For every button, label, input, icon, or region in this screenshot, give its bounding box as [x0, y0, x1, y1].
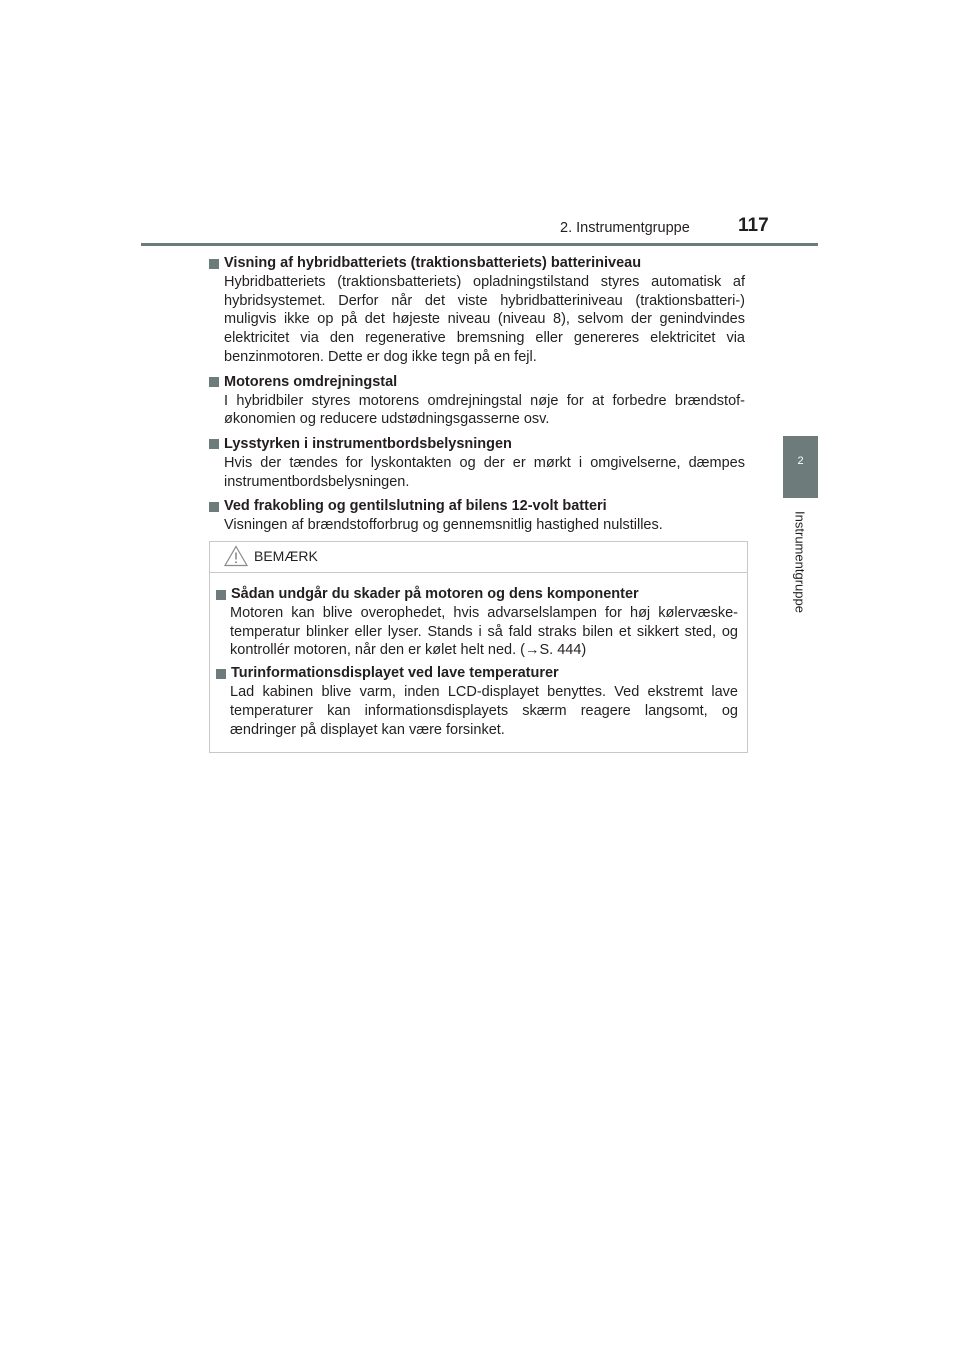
- square-bullet-icon: [209, 502, 219, 512]
- square-bullet-icon: [216, 590, 226, 600]
- notice-section-engine-damage: [216, 585, 738, 660]
- notice-section-low-temperature: [216, 664, 738, 739]
- section-body: I hybridbiler styres motorens omdrejningstal nøje for at forbedre brændstof-økonomien og reducere udstødningsgasserne osv.: [224, 392, 745, 428]
- notice-content: [210, 573, 747, 739]
- section-12v-battery: [209, 497, 745, 535]
- section-hybrid-battery: [209, 254, 745, 367]
- header-rule: [141, 243, 818, 246]
- square-bullet-icon: [209, 259, 219, 269]
- chapter-title: 2. Instrumentgruppe: [560, 220, 690, 236]
- side-tab-rule: [783, 495, 818, 498]
- section-body: Lad kabinen blive varm, inden LCD-displayet benyttes. Ved ekstremt lave temperaturer kan informationsdisplayets skærm reagere langsomt, og ændringer på displayet kan være forsinket.: [230, 684, 738, 738]
- square-bullet-icon: [209, 439, 219, 449]
- section-heading: Turinformationsdisplayet ved lave temperaturer: [231, 665, 559, 682]
- section-engine-rpm: [209, 373, 745, 429]
- notice-header: [210, 542, 747, 573]
- section-heading: Visning af hybridbatteriets (traktionsbatteriets) batteriniveau: [224, 255, 642, 271]
- section-body: Hybridbatteriets (traktionsbatteriets) opladningstilstand styres automatisk af hybridsystemet. Derfor når det viste hybridbatteriniveau (traktionsbatteri-) muligvis ikke op på det højeste niveau (niveau 8), selvom der genindvindes elektricitet via den regenerative bremsning eller genereres elektricitet via benzinmotoren. Dette er dog ikke tegn på en fejl.: [224, 274, 745, 365]
- section-body: Hvis der tændes for lyskontakten og der er mørkt i omgivelserne, dæmpes instrumentbordsbelysningen.: [224, 454, 745, 490]
- notice-box: [209, 541, 748, 753]
- chapter-tab-number: 2: [797, 455, 804, 467]
- section-heading: Sådan undgår du skader på motoren og dens komponenter: [231, 586, 639, 602]
- notice-title: BEMÆRK: [254, 548, 318, 564]
- page-number: 117: [738, 215, 769, 236]
- square-bullet-icon: [216, 669, 226, 679]
- square-bullet-icon: [209, 377, 219, 387]
- warning-triangle-icon: [224, 545, 248, 567]
- chapter-tab: [783, 436, 818, 495]
- section-body: Motoren kan blive overophedet, hvis advarselslampen for høj kølervæske-temperatur blinker eller lyser. Stands i så fald straks bilen et sikkert sted, og kontrollér motoren, når den er kølet helt ned. (→S. 444): [230, 605, 738, 659]
- main-content: [209, 254, 745, 541]
- chapter-tab-label: Instrumentgruppe: [792, 511, 808, 613]
- section-heading: Lysstyrken i instrumentbordsbelysningen: [224, 435, 512, 452]
- section-heading: Ved frakobling og gentilslutning af bilens 12-volt batteri: [224, 498, 607, 515]
- section-body: Visningen af brændstofforbrug og gennemsnitlig hastighed nulstilles.: [224, 517, 663, 534]
- section-dashboard-brightness: [209, 435, 745, 491]
- section-heading: Motorens omdrejningstal: [224, 373, 398, 390]
